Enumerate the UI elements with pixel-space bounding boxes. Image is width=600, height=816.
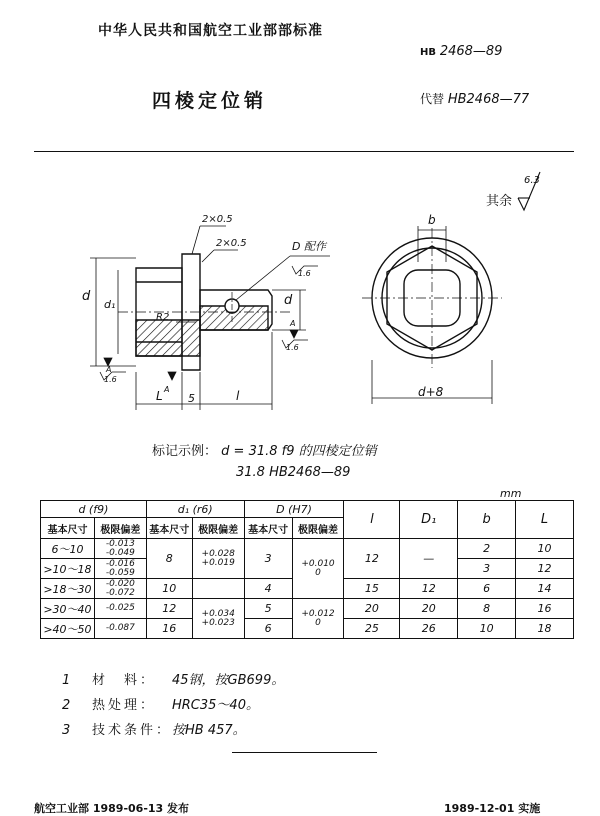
cell-d: >30～40 [41, 599, 95, 619]
cell-l: 15 [344, 579, 400, 599]
marking-code: 31.8 HB2468—89 [236, 465, 351, 480]
note-number: 2 [62, 698, 71, 713]
technical-notes [62, 668, 284, 743]
roughness-ref-3: 1.6 [286, 343, 299, 352]
cell-d1: 16 [146, 619, 192, 639]
cell-l: 12 [344, 539, 400, 579]
issuing-organization: 中华人民共和国航空工业部部标准 [98, 23, 323, 39]
dim-d-left: d [82, 289, 91, 304]
cell-D1: 26 [400, 619, 458, 639]
cell-d-tol: -0.087 [94, 619, 146, 639]
cell-d: >10～18 [41, 559, 95, 579]
cell-b: 10 [458, 619, 516, 639]
d-fit-label: D 配作 [292, 240, 326, 253]
cell-b: 2 [458, 539, 516, 559]
cell-L: 10 [516, 539, 574, 559]
cell-L: 16 [516, 599, 574, 619]
cell-D1: 12 [400, 579, 458, 599]
col-d1: d₁ (r6) [146, 501, 244, 518]
dim-L-label: L [156, 389, 163, 403]
cell-d: >40～50 [41, 619, 95, 639]
cell-d-tol: -0.016 -0.059 [94, 559, 146, 579]
dim-b-label: b [428, 213, 436, 227]
note-key: 材 料： [92, 673, 157, 688]
dim-d-right: d [284, 293, 293, 308]
col-d: d (f9) [41, 501, 147, 518]
sub-header: 基本尺寸 [41, 518, 95, 539]
chamfer-label-2: 2×0.5 [216, 238, 247, 249]
document-title: 四棱定位销 [152, 90, 268, 112]
cell-l: 20 [344, 599, 400, 619]
cell-d1-tol: +0.028 +0.019 [192, 539, 244, 579]
note-value: HRC35～40。 [172, 698, 259, 713]
marking-label: 标记示例： [152, 444, 218, 459]
standard-code: HB [420, 47, 436, 58]
dim-d8-label: d+8 [418, 385, 444, 399]
cell-D-tol: +0.012 0 [292, 599, 344, 639]
cell-d1: 8 [146, 539, 192, 579]
note-item [62, 668, 284, 693]
cell-D: 3 [244, 539, 292, 579]
sub-header: 基本尺寸 [244, 518, 292, 539]
cell-D1: — [400, 539, 458, 579]
cell-d1: 12 [146, 599, 192, 619]
cell-l: 25 [344, 619, 400, 639]
cell-b: 3 [458, 559, 516, 579]
cell-d-tol: -0.020 -0.072 [94, 579, 146, 599]
unit-label: mm [500, 487, 522, 500]
footer-issued: 航空工业部 1989-06-13 发布 [34, 802, 190, 815]
sub-header: 基本尺寸 [146, 518, 192, 539]
note-number: 3 [62, 723, 71, 738]
note-value: 45钢，按GB699。 [172, 673, 285, 688]
cell-b: 8 [458, 599, 516, 619]
cell-D: 5 [244, 599, 292, 619]
cell-D: 6 [244, 619, 292, 639]
note-key: 热处理： [92, 698, 157, 713]
roughness-ref-1: 1.6 [298, 269, 311, 278]
replaces-label: 代替 [420, 92, 445, 106]
standard-number-value: 2468—89 [439, 44, 503, 59]
radius-label: R2 [156, 312, 170, 323]
cell-D-tol: +0.010 0 [292, 539, 344, 599]
chamfer-label-1: 2×0.5 [202, 214, 233, 225]
cell-L: 18 [516, 619, 574, 639]
cell-d1: 10 [146, 579, 192, 599]
dim-5-label: 5 [188, 392, 195, 405]
sub-header: 极限偏差 [192, 518, 244, 539]
dim-l-label: l [236, 389, 240, 403]
col-b: b [458, 501, 516, 539]
cell-d-tol: -0.013 -0.049 [94, 539, 146, 559]
roughness-ref-2: 1.6 [104, 375, 117, 384]
dim-d1-left: d₁ [104, 298, 116, 311]
col-D: D (H7) [244, 501, 344, 518]
datum-label-1: A [164, 385, 170, 394]
note-key: 技术条件： [92, 723, 173, 738]
cell-D1: 20 [400, 599, 458, 619]
cell-L: 12 [516, 559, 574, 579]
col-L: L [516, 501, 574, 539]
sub-header: 极限偏差 [94, 518, 146, 539]
cell-d1-tol-empty [192, 579, 244, 599]
table-row [41, 539, 574, 559]
replaces-number: HB2468—77 [447, 92, 530, 107]
cell-d: >18～30 [41, 579, 95, 599]
notes-divider [232, 752, 377, 753]
note-item [62, 718, 284, 743]
col-l: l [344, 501, 400, 539]
rest-roughness-value: 6.3 [524, 175, 540, 186]
dimension-table [40, 500, 574, 639]
cell-L: 14 [516, 579, 574, 599]
cell-D: 4 [244, 579, 292, 599]
table-row [41, 599, 574, 619]
datum-label-3: A [290, 319, 296, 328]
cell-d: 6～10 [41, 539, 95, 559]
marking-example [152, 440, 377, 459]
note-value: 按HB 457。 [172, 723, 246, 738]
footer-effective: 1989-12-01 实施 [444, 802, 541, 815]
col-D1: D₁ [400, 501, 458, 539]
note-item [62, 693, 284, 718]
note-number: 1 [62, 673, 71, 688]
cell-d1-tol: +0.034 +0.023 [192, 599, 244, 639]
datum-label-2: A [106, 365, 112, 374]
cell-d-tol: -0.025 [94, 599, 146, 619]
rest-roughness-label: 其余 [486, 194, 513, 209]
marking-text: d = 31.8 f9 的四棱定位销 [221, 444, 377, 459]
sub-header: 极限偏差 [292, 518, 344, 539]
cell-b: 6 [458, 579, 516, 599]
